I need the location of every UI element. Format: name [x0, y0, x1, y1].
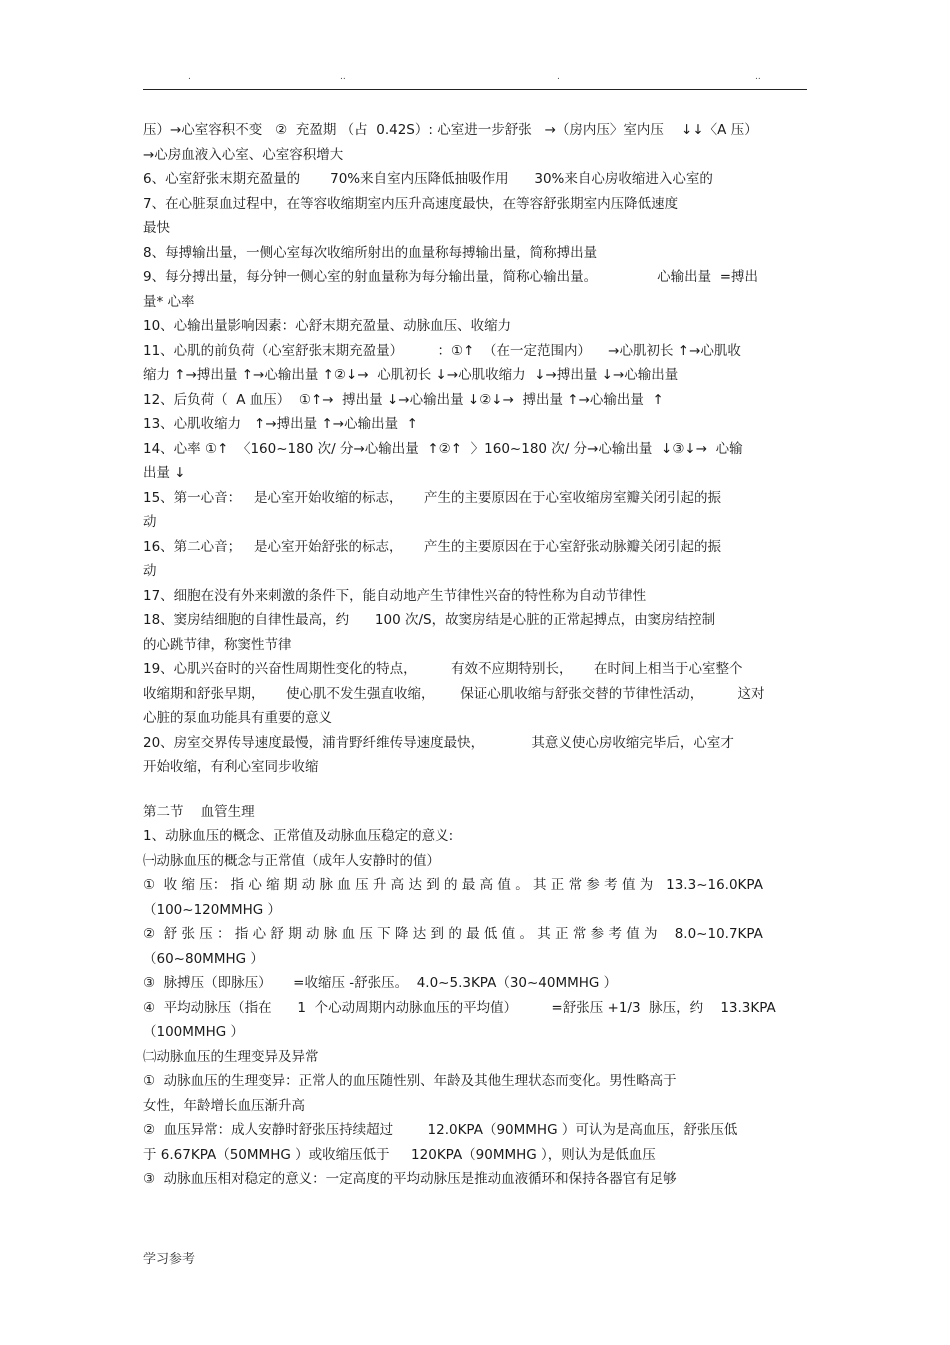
text-line: 10、心输出量影响因素：心舒末期充盈量、动脉血压、收缩力 [143, 318, 512, 334]
text-line: →心房血液入心室、心室容积增大 [143, 146, 344, 163]
text-line: ① 动脉血压的生理变异：正常人的血压随性别、年龄及其他生理状态而变化。男性略高于 [143, 1073, 677, 1089]
text-line: （100MMHG ） [143, 1024, 244, 1040]
header-dot: .. [340, 72, 346, 82]
text-line: 18、窦房结细胞的自律性最高，约 100 次/S，故窦房结是心脏的正常起搏点，由窦房结控制 [143, 612, 716, 628]
text-line: ④ 平均动脉压（指在 1 个心动周期内动脉血压的平均值） =舒张压 +1/3 脉压，约 13.3KPA [143, 999, 776, 1016]
header-dot: .. [755, 72, 761, 82]
text-line: 收缩期和舒张早期， 使心肌不发生强直收缩， 保证心肌收缩与舒张交替的节律性活动， 这对 [143, 685, 765, 702]
text-line: 17、细胞在没有外来刺激的条件下，能自动地产生节律性兴奋的特性称为自动节律性 [143, 587, 647, 604]
text-line: 女性，年龄增长血压渐升高 [143, 1097, 305, 1114]
text-line: 19、心肌兴奋时的兴奋性周期性变化的特点， 有效不应期特别长， 在时间上相当于心室整个 [143, 661, 743, 677]
text-line: 16、第二心音； 是心室开始舒张的标志， 产生的主要原因在于心室舒张动脉瓣关闭引起的振 [143, 538, 722, 555]
text-line: 6、心室舒张末期充盈量的 70%来自室内压降低抽吸作用 30%来自心房收缩进入心室的 [143, 171, 713, 187]
header-dots [0, 72, 950, 86]
text-line: 7、在心脏泵血过程中，在等容收缩期室内压升高速度最快，在等容舒张期室内压降低速度 [143, 195, 679, 212]
text-line: 1、动脉血压的概念、正常值及动脉血压稳定的意义: [143, 828, 454, 844]
text-line: 11、心肌的前负荷（心室舒张末期充盈量） ：①↑ （在一定范围内） →心肌初长 ↑→心肌收 [143, 342, 741, 359]
text-line: 缩力 ↑→搏出量 ↑→心输出量 ↑②↓→ 心肌初长 ↓→心肌收缩力 ↓→搏出量 ↓→心输出量 [143, 367, 679, 383]
text-line: ③ 动脉血压相对稳定的意义：一定高度的平均动脉压是推动血液循环和保持各器官有足够 [143, 1171, 677, 1187]
text-line: 动 [143, 563, 157, 579]
text-line: 出量 ↓ [143, 465, 186, 481]
text-line: 心脏的泵血功能具有重要的意义 [143, 710, 332, 726]
header-dot: . [188, 72, 191, 82]
header-dot: . [557, 72, 560, 82]
text-line: ③ 脉搏压（即脉压） =收缩压 -舒张压。 4.0~5.3KPA（30~40MMHG ） [143, 975, 618, 991]
footer-label: 学习参考 [143, 1252, 196, 1267]
text-line: 开始收缩，有利心室同步收缩 [143, 759, 319, 775]
text-line: 9、每分搏出量，每分钟一侧心室的射血量称为每分输出量，简称心输出量。 心输出量 =搏出 [143, 269, 759, 285]
text-line: 的心跳节律，称窦性节律 [143, 636, 292, 653]
text-line: 8、每搏输出量，一侧心室每次收缩所射出的血量称每搏输出量，简称搏出量 [143, 244, 598, 261]
text-line: 量* 心率 [143, 293, 195, 310]
text-line: ㈠动脉血压的概念与正常值（成年人安静时的值） [143, 852, 440, 869]
text-line: ① 收 缩 压： 指 心 缩 期 动 脉 血 压 升 高 达 到 的 最 高 值 。 其 正 常 参 考 值 为 13.3~16.0KPA [143, 877, 763, 893]
text-line: 12、后负荷（ A 血压） ①↑→ 搏出量 ↓→心输出量 ↓②↓→ 搏出量 ↑→心输出量 ↑ [143, 391, 664, 408]
text-line: 15、第一心音： 是心室开始收缩的标志， 产生的主要原因在于心室收缩房室瓣关闭引起的振 [143, 489, 722, 506]
text-line: ② 舒 张 压 ： 指 心 舒 期 动 脉 血 压 下 降 达 到 的 最 低 值 。 其 正 常 参 考 值 为 8.0~10.7KPA [143, 926, 763, 942]
text-line: ㈡动脉血压的生理变异及异常 [143, 1048, 319, 1065]
section-heading: 第二节 血管生理 [143, 803, 255, 820]
header-rule [143, 89, 807, 90]
text-line: ② 血压异常：成人安静时舒张压持续超过 12.0KPA（90MMHG ）可认为是高血压，舒张压低 [143, 1122, 738, 1138]
text-line: 13、心肌收缩力 ↑→搏出量 ↑→心输出量 ↑ [143, 416, 418, 432]
text-line: 压）→心室容积不变 ② 充盈期 （占 0.42S）: 心室进一步舒张 →（房内压〉室内压 ↓↓〈A 压） [143, 122, 758, 138]
text-line: 20、房室交界传导速度最慢，浦肯野纤维传导速度最快， 其意义使心房收缩完毕后，心室才 [143, 734, 734, 751]
text-line: （60~80MMHG ） [143, 950, 264, 967]
text-line: 14、心率 ①↑ 〈160~180 次/ 分→心输出量 ↑②↑ 〉160~180 次/ 分→心输出量 ↓③↓→ 心输 [143, 440, 743, 457]
text-line: （100~120MMHG ） [143, 901, 282, 918]
text-line: 于 6.67KPA（50MMHG ）或收缩压低于 120KPA（90MMHG ），则认为是低血压 [143, 1146, 656, 1163]
text-line: 最快 [143, 220, 170, 236]
text-line: 动 [143, 514, 157, 530]
document-body [143, 118, 813, 1192]
